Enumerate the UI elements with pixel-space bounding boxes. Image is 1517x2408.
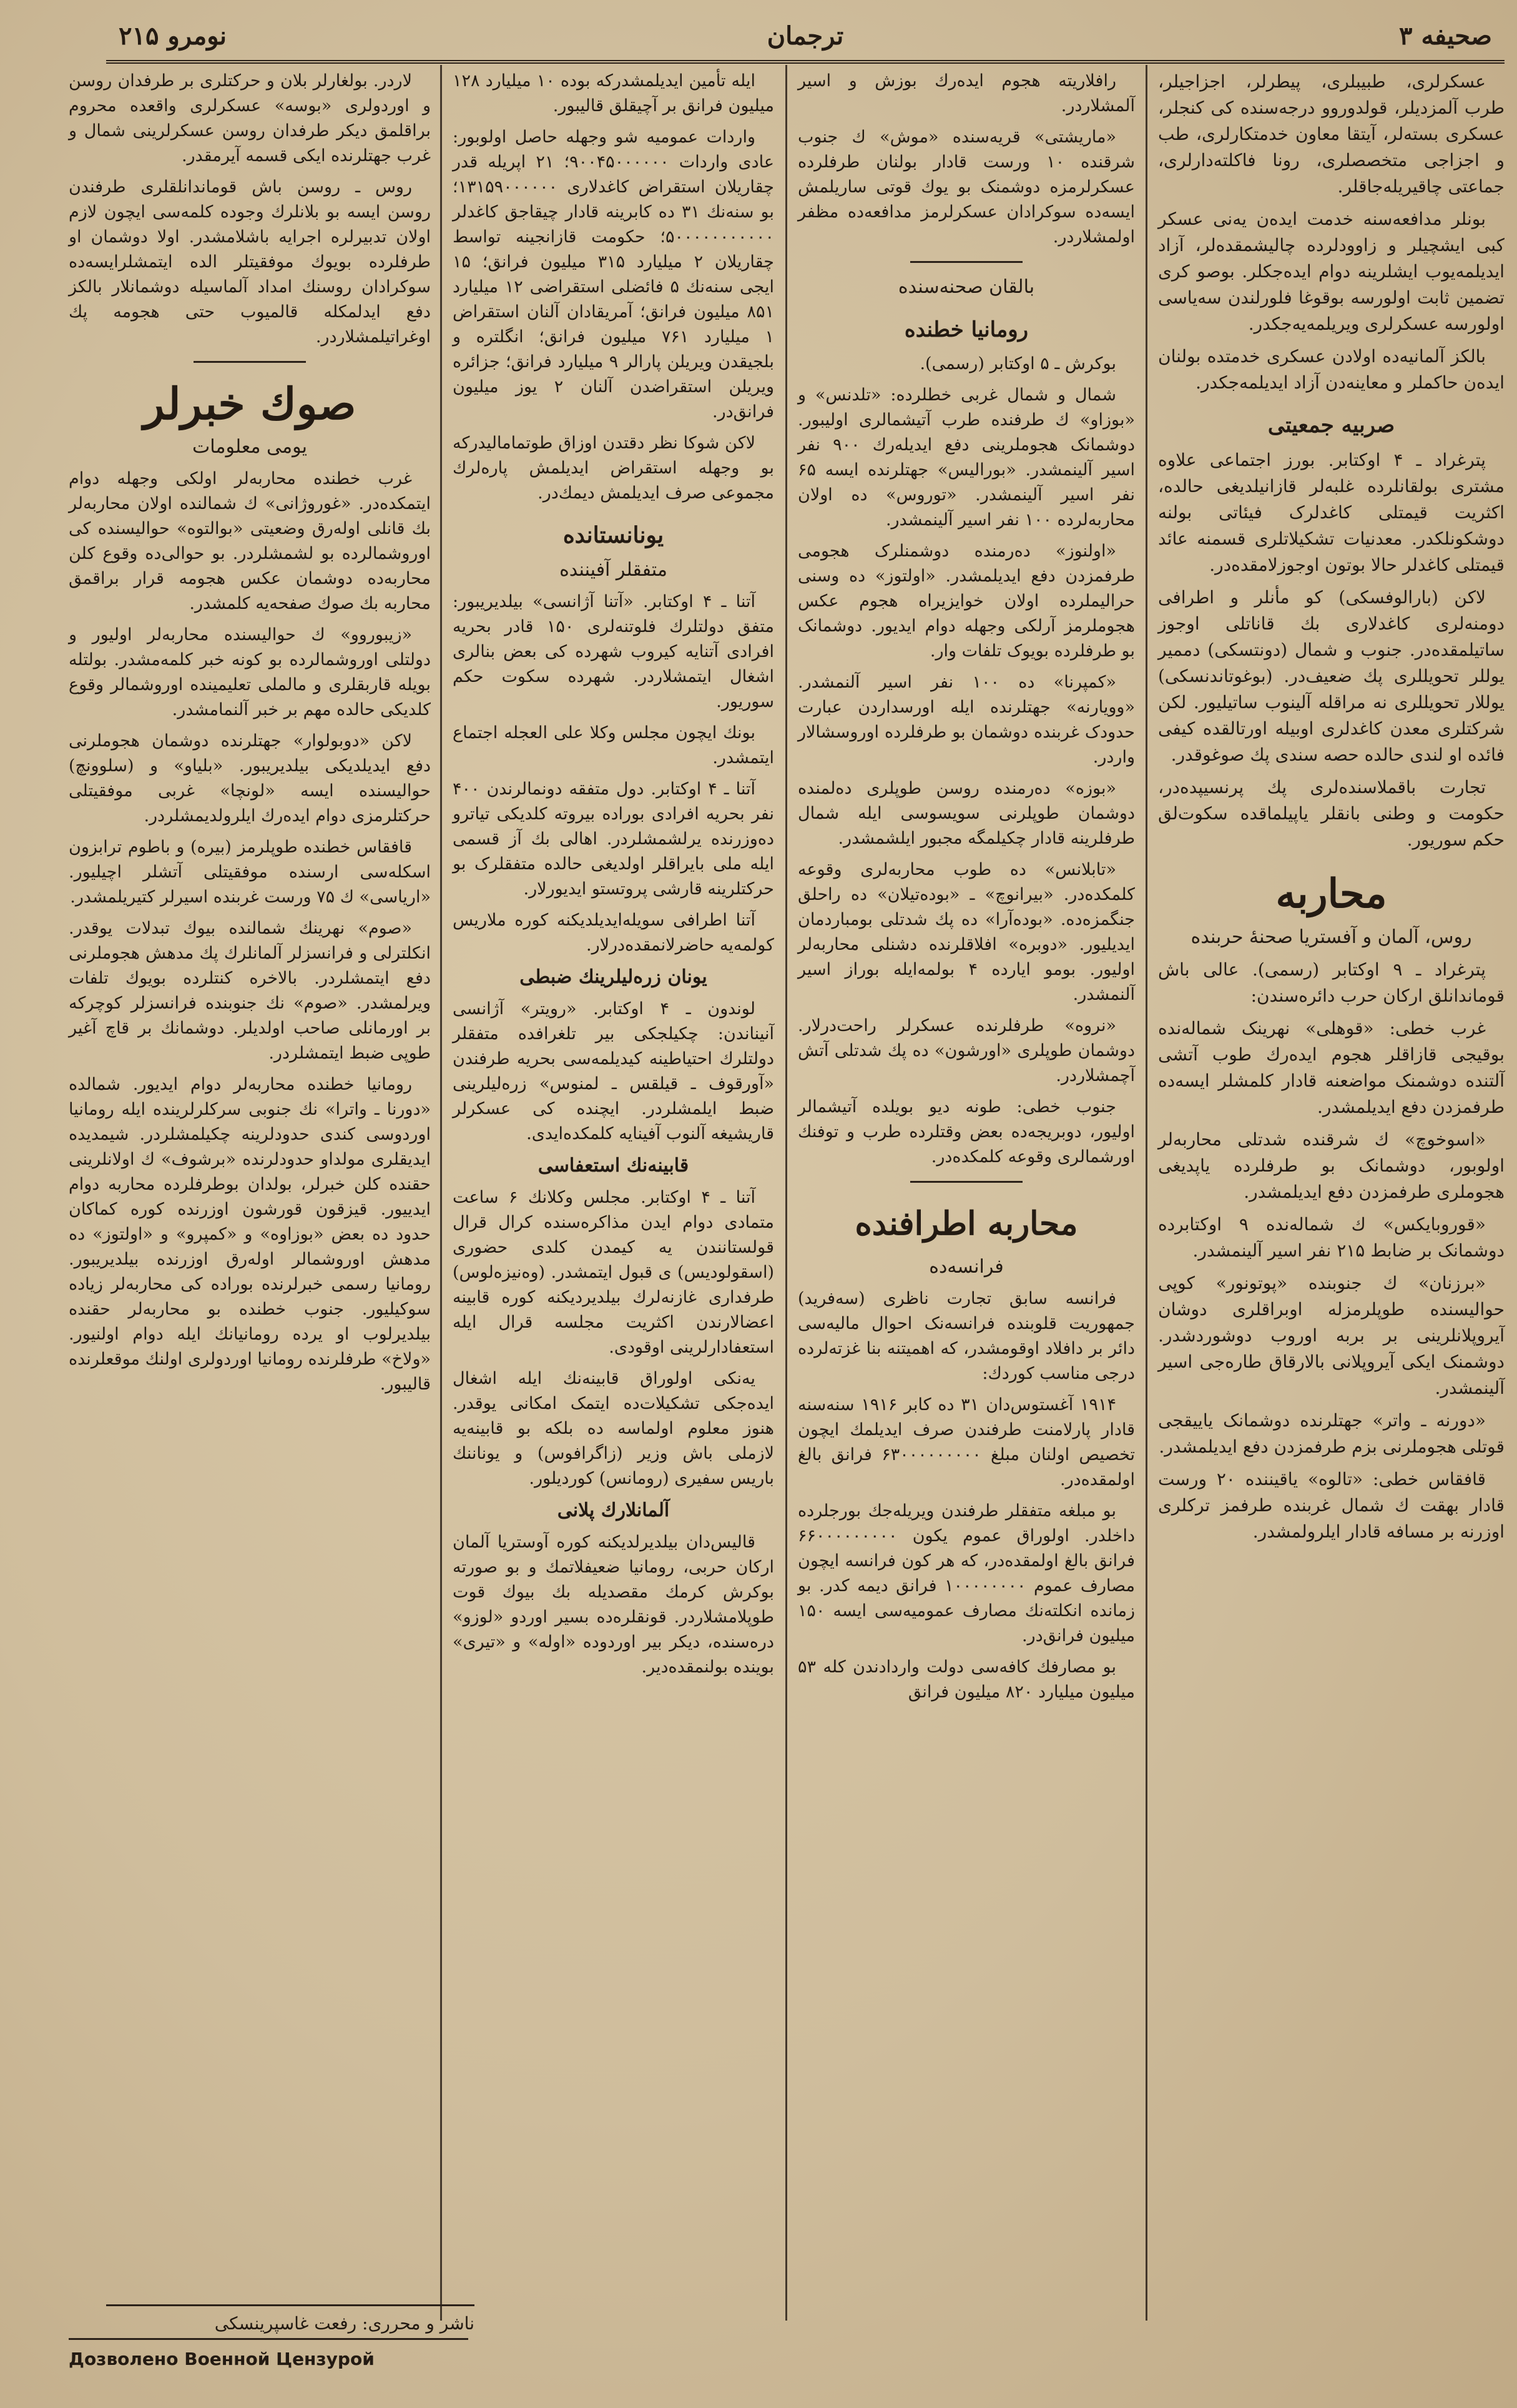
separator: [910, 261, 1023, 263]
paragraph: تجارت باقملاسنده‌لری پك پرنسیپده‌در، حکومت و وطنی بانقلر یاپیلماقده سکوت‌لق حکم سوریور.: [1158, 777, 1505, 850]
paragraph: آتنا اطرافی سویله‌ایدیلدیکنه کوره ملاریس کولمه‌یه حاضرلانمقده‌درلار.: [453, 910, 774, 955]
section-subtitle: فرانسه‌ده: [929, 1256, 1004, 1278]
issue-number: نومرو ۲۱۵: [119, 21, 227, 51]
section-header: بالقان صحنه‌سنده: [898, 276, 1035, 298]
paragraph: لاردر. بولغارلر بلان و حرکتلری بر طرفدان روسن و اوردولری «بوسه» عسکرلری واقعده محروم براقلمق دیکر طرفدان روسن عسکرلرینی شمال و غرب جهتلرنده ایکی قسمه آیرمقدر.: [69, 71, 431, 165]
column-divider: [785, 65, 787, 2321]
paragraph: بو مصارفك کافه‌سی دولت واردادندن کله ۵۳ میلیون میلیارد ۸۲۰ میلیون فرانق: [798, 1657, 1135, 1702]
section-subtitle: روس، آلمان و آفستریا صحنهٔ حربنده: [1191, 926, 1472, 948]
paragraph: آتنا ـ ۴ اوکتابر. دول متفقه دونمالرندن ۴۰۰ نفر بحریه افرادی بوراده بیروته کلدیکی تیاترو ده‌وزرنده یرلشمشلردر. اهالی بك آز قسمی ایله ملی بایراقلر اولدیغی حالده متفقلرک بو حرکتلرینه قارشی پروتستو ایدیورلار.: [453, 779, 774, 899]
paragraph: «برزنان» ك جنوبنده «پوتونور» کوپی حوالیسنده طوپلرمزله اوبراقلری دوشان آیروپلانلرینی بر بربه اوروب دوشوردشدر. دوشمنک ایکی آیروپلانی بالارقاق طاره‌جی اسیر آلینمشدر.: [1158, 1273, 1505, 1398]
paragraph: «صوم» نهرینك شمالنده بیوك تبدلات یوقدر. انکلترلی و فرانسزلر آلمانلرك پك مدهش هجوملرنی دفع ایتمشلردر. بالاخره کنتلرده بویوك تلفات ویرلمشدر. «صوم» نك جنوبنده فرانسزلر کوچرکه بر اورمانلی صاحب اولدیلر. دوشمانك بر قاچ آغیر طوپی ضبط ایتمشلردر.: [69, 919, 431, 1063]
paragraph: ۱۹۱۴ آغستوس‌دان ۳۱ ده کابر ۱۹۱۶ سنه‌سنه قادار پارلامنت طرفندن صرف ایدیلمك ایچون تخصیص اولنان مبلغ ۶۳۰۰۰۰۰۰۰۰۰ فرانق بالغ اولمقده‌در.: [798, 1395, 1136, 1489]
paragraph: آتنا ـ ۴ اوکتابر. مجلس وکلانك ۶ ساعت متمادی دوام ایدن مذاکره‌سنده کرال قرال قولستانندن یه کیمدن کلدی حضوری (اسقولودیس) ی قبول ایتمشدر. (وه‌نیزه‌لوس) طرفداری غازنه‌لرك بیلدیردیکنه کوره قابینه اعضالارندن اکثریت مجلسه قرال ایله استعفادارلرینی اوقودی.: [453, 1188, 774, 1357]
paragraph: پترغراد ـ ۹ اوکتابر (رسمی). عالی باش قوماندانلق ارکان حرب دائره‌سندن:: [1158, 959, 1505, 1006]
paragraph: رافلاریته هجوم ایده‌رك بوزش و اسیر آلمشلاردر.: [798, 71, 1135, 116]
section-title: رومانیا خطنده: [904, 317, 1029, 342]
paragraph: رومانیا خطنده محاربه‌لر دوام ایدیور. شمالده «دورنا ـ واترا» نك جنوبی سرکلرلرینده ایله رومانیا اوردوسی کندی حدودلرینه چکیلمشلردر. شیمدیده ایدیقلری مولداو حدودلرنده «برشوف» ك اولانلرینی حقنده کلن خبرلر، بولدان بوطرفلرده محاربه دوام ایدییور. قیزقون قورشون اوزرنده کوره کماکان حدود ده بعض «بوزاوه» و «کمپرو» و «اولتوز» ده مدهش اوروشمالر اوله‌رق اوزرنده بیلدیریبور. رومانیا رسمی خبرلرنده بوراده‌ کی محاربه‌لر زیاده‌ سوکیلیور. جنوب خطنده بو محاربه‌لر حقنده بیلدیرلوب او یرده رومانیانك ایله دوام اولنیور. «ولاخ» طرفلرنده رومانیا اوردولری اولنك موقعلرنده قالیبور.: [68, 1075, 431, 1394]
paragraph: لاکن (بارالوفسکی) کو مأنلر و اطرافی دومنه‌لری کاغدلاری بك قاناتلی اوجوز ساتیلمقده‌در. جنوب و شمال (دونتسکی) دممیر یوللر تحویللری پك ضعیف‌در. (بوغوتاندنسکی) یوللار تحویللری نه مراقله آلینوب ساتیلیور. لکن شرکتلری معدن کاغدلری اوبیله اورتالقده کیفی فائده او لندی حالده حصه سندی پك صوغوقدر.: [1158, 587, 1505, 765]
section-subtitle: آلمانلارك پلانی: [557, 1499, 670, 1521]
column-divider: [440, 65, 442, 2321]
section-subtitle: قابینه‌نك استعفاسی: [538, 1155, 689, 1177]
paragraph: بونك ایچون مجلس وکلا علی العجله اجتماع ایتمشدر.: [453, 723, 774, 767]
section-title: یونانستانده: [562, 522, 664, 548]
section-subtitle: یومی معلومات: [192, 436, 307, 458]
paragraph: بوکرش ـ ۵ اوکتابر (رسمی).: [920, 354, 1116, 373]
column-1: [1158, 69, 1505, 1551]
paragraph: «تابلانس» ده طوب محاربه‌لری وقوعه کلمکده‌در. «بیرانوچ» ـ «بوده‌تیلان» ده راحلق جنگمزه‌ده. «بوده‌آرا» ده پك شدتلی بومباردمان ایدیلیور. «دوبره» افلاقلرنده دشنلی محاربه‌لر اولیور. بومو ایارده ۴ بولمه‌ایله بوراز اسیر آلنمشدر.: [798, 860, 1135, 1004]
publisher-line: ناشر و محرری: رفعت غاسپرینسکی: [106, 2304, 474, 2336]
section-title: محاربه: [1275, 871, 1387, 917]
paragraph: فرانسه سابق تجارت ناظری (سه‌فرید) جمهوریت قلوبنده فرانسه‌نک احوال مالیه‌سی دائر بر دافلاد اوقومشدر، که اهمیتنه بنا غزته‌لرده درجی مناسب کوردك:: [798, 1289, 1135, 1383]
paragraph: شمال و شمال غربی خطلرده: «تلدنس» و «بوزاو» ك طرفنده طرب آتیشمالری اولیبور. دوشمانک هجوملرینی دفع ایدیله‌رك ۹۰۰ نفر اسیر آلینمشدر. «بورالیس» جهتلرنده ایسه ۶۵ نفر اسیر آلینمشدر. «توروس» ده اولان محاربه‌لرده ۱۰۰ نفر اسیر آلینمشدر.: [798, 385, 1135, 530]
paragraph: «اسوخوچ» ك شرقنده شدتلی محاربه‌لر اولوبور، دوشمانک بو طرفلرده یاپدیغی هجوملری طرفمزدن دفع ایدیلمشدر.: [1158, 1129, 1505, 1202]
censor-stamp: Дозволено Военной Цензурой: [69, 2338, 468, 2369]
paragraph: «زیبوروو» ك حوالیسنده محاربه‌لر اولیور و دولتلی اوروشمالرده بو کونه خبر کلمه‌مشدر. بولتله بویله قاربقلری و مالملی تعلیمینده اوروشمالر وقوع کلدیکی حالده مهم بر خبر آلنمامشدر.: [69, 625, 431, 719]
paragraph: پترغراد ـ ۴ اوکتابر. بورز اجتماعی علاوه مشتری بولقانلرده غلبه‌لر قازانیلدیغی حالده، اکثریت قیمتلی کاغدلرک فیئاتی بولنه دوشکونلکدر. معدنیات تشکیلاتلری قسمنه عائد قیمتلی کاغدلر حالا بوتون اوجوزلامقده‌در.: [1158, 450, 1505, 575]
paragraph: یه‌نکی اولوراق قابینه‌نك ایله اشغال ایده‌جکی تشکیلات‌ده ایتمک امکانی یوقدر. هنوز معلوم اولماسه ده بلکه بو قابینه‌یه لازملی باش وزیر (زاگرافوس) و یوناننك باریس سفیری (رومانس) کوردیلور.: [453, 1369, 774, 1488]
paragraph: بالکز آلمانیه‌ده اولادن عسکری خدمتده بولنان ایده‌ن حاکملر و معاینه‌دن آزاد ایدیلمه‌جکدر.: [1158, 346, 1505, 393]
paragraph: قالیس‌دان بیلدیرلدیکنه کوره آوستریا آلمان ارکان حربی، رومانیا ضعیفلاتمك و بو صورته بوکرش کرمك مقصدیله بك بیوك قوت طوپلامشلاردر. قونقلره‌ده بسیر اوردو «لوزو» دره‌سنده، دیکر بیر اوردوده «اوله» و «تیری» بوینده بولنمقده‌دیر.: [453, 1532, 774, 1677]
paragraph: بونلر مدافعه‌سنه خدمت ایده‌ن یه‌نی عسکر کبی ایشچیلر و زاوودلرده چالیشمقده‌لر، آزاد ایدیلمه‌یوب ایشلرینه دوام ایده‌جکلر. بوصو کری تضمین ثابت اولورسه بوقوغا فلورلندن سه‌یاسی اولورسه عسکرلری ویریلمه‌یه‌جکدر.: [1158, 209, 1505, 334]
page-number: صحیفه ۳: [1399, 21, 1492, 51]
column-4: [69, 69, 431, 1403]
newspaper-title: ترجمان: [767, 21, 844, 51]
paragraph: لوندون ـ ۴ اوکتابر. «رویتر» آژانسی آنیناندن: چکیلجكی بیر تلغرافده متفقلر دولتلرك احتیاطینه کیدیلمه‌سی بحریه طرفندن «آورقوف ـ قیلقس ـ لمنوس» زره‌لیلرینی ضبط ایلمشلردر. ایچنده کی عسکرلر قاریشیغه آلنوب آفینایه کلمکده‌ایدی.: [453, 999, 774, 1143]
separator: [910, 1181, 1023, 1183]
column-2: [798, 69, 1135, 1711]
section-title: صربیه جمعیتی: [1267, 413, 1395, 438]
section-title: صوك خبرلر: [143, 378, 356, 430]
paragraph: غرب خطنده محاربه‌لر اولکی وجهله دوام ایتمکده‌در. «غوروژانی» ك شمالنده اولان محاربه‌لر بك قانلی اوله‌رق وضعیتی «بوالتوه» حوالیسنده کی اوروشمالرده بو لشمشلردر. بو حوالی‌ده وقوع کلن محاربه‌ده دوشمان عکس هجومه قرار براقمق محاربه بك صوك صفحه‌یه کلمشدر.: [69, 469, 431, 613]
paragraph: بو مبلغه متفقلر طرفندن ویریله‌جك بورجلرده داخلدر. اولوراق عموم یکون ۶۶۰۰۰۰۰۰۰۰۰ فرانق بالغ اولمقده‌در، که هر کون فرانسه ایچون مصارف عموم ۱۰۰۰۰۰۰۰۰ فرانق دیمه کدر. بو زمانده انکلته‌نك مصارف عمومیه‌سی ایسه ۱۵۰ میلیون فرانق‌در.: [798, 1501, 1136, 1646]
paragraph: قافقاس خطی: «تالوه» یاقیننده ۲۰ ورست قادار بهقت ك شمال غربنده طرفمز ترکلری اوزرنه بر مسافه قادار ایلرولمشدر.: [1158, 1469, 1505, 1542]
separator: [194, 361, 306, 363]
paragraph: عسکرلری، طبیبلری، پیطرلر، اجزاجیلر، طرب آلمزدیلر، قولدوروو درجه‌سنده کی کنجلر، عسکری بسته‌لر، آیتقا معاون خدمتکارلری، طب و اجزاجی متخصصلری، رونا فاکلته‌دارلری، جماعتی چاقیریله‌جاقلر.: [1158, 71, 1505, 197]
paragraph: روس ـ روسن باش قوماندانلقلری طرفندن روسن ایسه بو بلانلرك وجوده کلمه‌سی ایچون لازم اولان تدبیرلره اجرایه باشلامشدر. اولا دوشمان او طرفلرده بویوك موفقیتلر الده ایتمشلرایسه‌ده سوکرادان روسنك امداد آلماسیله دوشمانلار بالکز دفع ایدلمکله قالمیوب حتی هجومه پك اوغراتیلمشلاردر.: [69, 177, 431, 347]
paragraph: جنوب خطی: طونه دیو بویلده آتیشمالر اولیور، دوبریجه‌ده بعض وقتلرده طرب و توفنك اورشمالری وقوعه کلمکده‌در.: [798, 1097, 1135, 1167]
paragraph: غرب خطی: «قوهلی» نهرینک شماله‌نده بوقیجی قازاقلر هجوم ایده‌رك طوب آتشی آلتنده دوشمنک مواضعنه قادار کلمشلر ایسه‌ده طرفمزدن دفع ایدیلمشدر.: [1158, 1018, 1505, 1117]
column-3: [453, 69, 774, 1686]
paragraph: ایله تأمین ایدیلمشدرکه بوده ۱۰ میلیارد ۱۲۸ میلیون فرانق بر آچیقلق قالیبور.: [453, 71, 774, 116]
paragraph: واردات عمومیه شو وجهله حاصل اولوبور: عادی واردات ۹۰۰۴۵۰۰۰۰۰۰؛ ۲۱ اپریله قدر چقاریلان استقراض کاغدلاری ۱۳۱۵۹۰۰۰۰۰۰؛ بو سنه‌نك ۳۱ ده کابرینه قادار چیقاجق کاغدلر ۵۰۰۰۰۰۰۰۰۰۰۰؛ حکومت قازانجینه تواسط چقاریلان ۲ میلیارد ۳۱۵ میلیون فرانق؛ ۱۵ ایجی سنه‌نك ۵ فائضلی استقراضی ۱۲ میلیارد ۸۵۱ میلیون فرانق؛ آمریقادان آلنان استقراض ۱ میلیارد ۷۶۱ میلیون فرانق؛ انگلتره و بلجیقدن ویریلن پارالر ۹ میلیارد فرانق؛ جزائره ویریلن استقراضدن آلنان ۲ یوز میلیون فرانق‌در.: [453, 127, 775, 422]
section-title: محاربه اطرافنده: [855, 1205, 1078, 1243]
paragraph: لاکن شوکا نظر دقتدن اوزاق طوتمامالیدرکه بو وجهله استقراض ایدیلمش پاره‌لرك مجموعی صرف ایدیلمش دیمك‌در.: [453, 433, 774, 503]
paragraph: «بوزه» ده‌رمنده روسن طوپلری ده‌لمنده دوشمان طوپلرنی سویسوسی ایله شمال طرفلرینه قادار چکیلمگه مجبور ایلشمشدر.: [798, 779, 1135, 848]
section-subtitle: یونان زره‌لیلرینك ضبطی: [519, 966, 707, 988]
paragraph: قافقاس خطنده طوپلرمز (بیره) و باطوم ترابزون اسکله‌سی ارسنده موفقیتلی آتشلر اچیلیور. «اریاسی» ك ۷۵ ورست غربنده اسیرلر کتیریلمشدر.: [69, 837, 431, 907]
paragraph: «نروه» طرفلرنده عسکرلر راحت‌درلار. دوشمان طوپلری «اورشون» ده پك شدتلی آتش آچمشلاردر.: [798, 1016, 1135, 1085]
section-subtitle: متفقلر آفیننده: [559, 559, 667, 581]
paragraph: «قوروبایکس» ك شماله‌نده ۹ اوکتابرده دوشمانک بر ضابط ۲۱۵ نفر اسیر آلینمشدر.: [1158, 1214, 1505, 1261]
paragraph: «اولنوز» ده‌رمنده دوشمنلرک هجومی طرفمزدن دفع ایدیلمشدر. «اولتوز» ده وسنی حرالیملرده اولان خوایزیراه هجوم عکس هجوملرمز آرلکی وجهله دوام ایدیور. دوشمانک بو طرفلرده بویوک تلفات وار.: [798, 541, 1135, 661]
paragraph: لاکن «دوبولوار» جهتلرنده دوشمان هجوملرنی دفع ایدیلدیکی بیلدیریبور. «بلیاو» و (سلوونچ) حوالیسنده ایسه «لونچا» غربی موفقیتلی حرکتلرمزی دوام ایده‌رك ایلرولدیمشلردر.: [69, 731, 431, 826]
paragraph: «ماریشتی» قریه‌سنده «موش» ك جنوب شرقنده ۱۰ ورست قادار بولنان طرفلرده عسکرلرمزه دوشمنک بو یوك قوتی ساریلمش ایسه‌ده سوکرادان عسکرلرمز مدافعه‌ده مظفر اولمشلاردر.: [798, 127, 1135, 247]
page-header: [106, 12, 1505, 64]
paragraph: «دورنه ـ واتر» جهتلرنده دوشمانک یاییقجی قوتلی هجوملرنی بزم طرفمزدن دفع ایدیلمشدر.: [1158, 1410, 1505, 1457]
paragraph: «کمپرنا» ده ۱۰۰ نفر اسیر آلنمشدر. «وویارنه» جهتلرنده ایله اورسداردن عبارت حدودک غربنده دوشمان بو طرفلرده اوروسشالار واردر.: [798, 673, 1135, 767]
paragraph: آتنا ـ ۴ اوکتابر. «آتنا آژانسی» بیلدیریبور: متفق دولتلرك فلوتنه‌لری ۱۵۰ قادر بحریه افرادی آتنایه کیروب شهرده‌ کی بعض بنالری اشغال ایتمشلاردر. شهرده سکوت حکم سوریور.: [453, 592, 774, 711]
column-divider: [1146, 65, 1147, 2321]
